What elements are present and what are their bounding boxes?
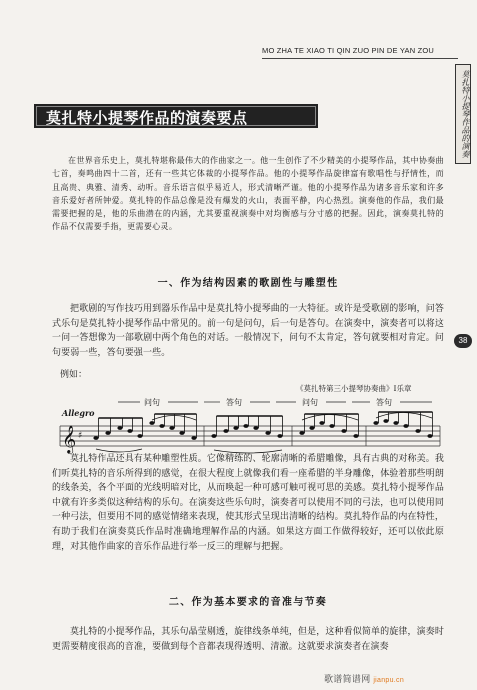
side-tab: 莫扎特小提琴作品的演奏 [455, 64, 471, 164]
svg-text:𝄞: 𝄞 [62, 425, 77, 453]
footer-url: jianpu.cn [373, 677, 405, 684]
paragraph-opera: 把歌剧的写作技巧用到器乐作品中是莫扎特小提琴曲的一大特征。或许是受歌剧的影响，问答式乐句是莫扎特小提琴作品中常见的。前一句是问句，后一句是答句。在演奏中，演奏者可以将这一问一答想像为一部歌剧中两个角色的对话。一般情况下，问句不太肯定，答句就要相对肯定。问句要弱一些，答句要强一些。 [52, 304, 444, 358]
paragraph-sculpture: 莫扎特作品还具有某种雕塑性质。它像精练的、轮廓清晰的希腊雕像，具有古典的对称美。我们听莫扎特的音乐所得到的感觉，在很大程度上就像我们看一座希腊的半身雕像，体验着那些明朗的线条美，各个平面的光线明暗对比，从而唤起一种可感可触可视可思的美感。莫扎特小提琴作品中就有许多类似这种结构的乐句。在演奏这些乐句时，演奏者可以使用不同的弓法，也可以使用同一种弓法，但要用不同的感觉情绪来表现，使其形式呈现出清晰的结构。莫扎特作品的内在特性，有助于我们在演奏莫氏作品时准确地理解作品的内涵。如果这方面工作做得较好，还可以依此原理，对其他作曲家的音乐作品进行举一反三的理解与把握。 [52, 454, 444, 552]
score-caption: 《莫扎特第三小提琴协奏曲》Ⅰ乐章 [296, 384, 412, 393]
phrase-label-question-1: 问句 [144, 398, 160, 407]
tempo-marking: Allegro [62, 408, 95, 418]
footer-watermark [324, 672, 404, 685]
phrase-label-answer-2: 答句 [376, 398, 392, 407]
chapter-title: 莫扎特小提琴作品的演奏要点 [34, 104, 318, 128]
phrase-label-question-2: 问句 [302, 398, 318, 407]
example-label: 例如： [60, 370, 88, 380]
header-rule [262, 58, 458, 59]
paragraph-intonation: 莫扎特的小提琴作品，其乐句晶莹剔透，旋律线条单纯，但是，这种看似简单的旋律，演奏时更需要精度很高的音准，要做到每个音都表现得透明、清澈。这就要求演奏者在演奏 [52, 627, 444, 652]
phrase-label-answer-1: 答句 [226, 398, 242, 407]
intro-paragraph: 在世界音乐史上，莫扎特堪称最伟大的作曲家之一。他一生创作了不少精美的小提琴作品，其中协奏曲七首，奏鸣曲四十二首，还有一些其它体裁的小提琴作品。他的小提琴作品旋律富有歌唱性与抒情性，而且高贵、典雅、清秀、动听。音乐语言似乎易近人，形式清晰严谨。他的小提琴作品为诸多音乐家和许多音乐爱好者所钟爱。莫扎特的作品总像是没有爆发的火山，表面平静，内心热烈。演奏他的作品，我们最需要把握的是，他的乐曲潜在的内涵，尤其要重视演奏中对均衡感与分寸感的把握。因此，演奏莫扎特的作品不仅需要手指，更需要心灵。 [52, 156, 444, 232]
section-heading-1: 一、作为结构因素的歌剧性与雕塑性 [157, 278, 339, 289]
section-heading-2: 二、作为基本要求的音准与节奏 [168, 597, 328, 608]
footer-site: 歌谱简谱网 [324, 674, 371, 684]
music-score [56, 392, 446, 454]
svg-text:♯: ♯ [78, 431, 83, 441]
running-header: MO ZHA TE XIAO TI QIN ZUO PIN DE YAN ZOU [262, 46, 435, 55]
page-number: 38 [454, 334, 472, 348]
